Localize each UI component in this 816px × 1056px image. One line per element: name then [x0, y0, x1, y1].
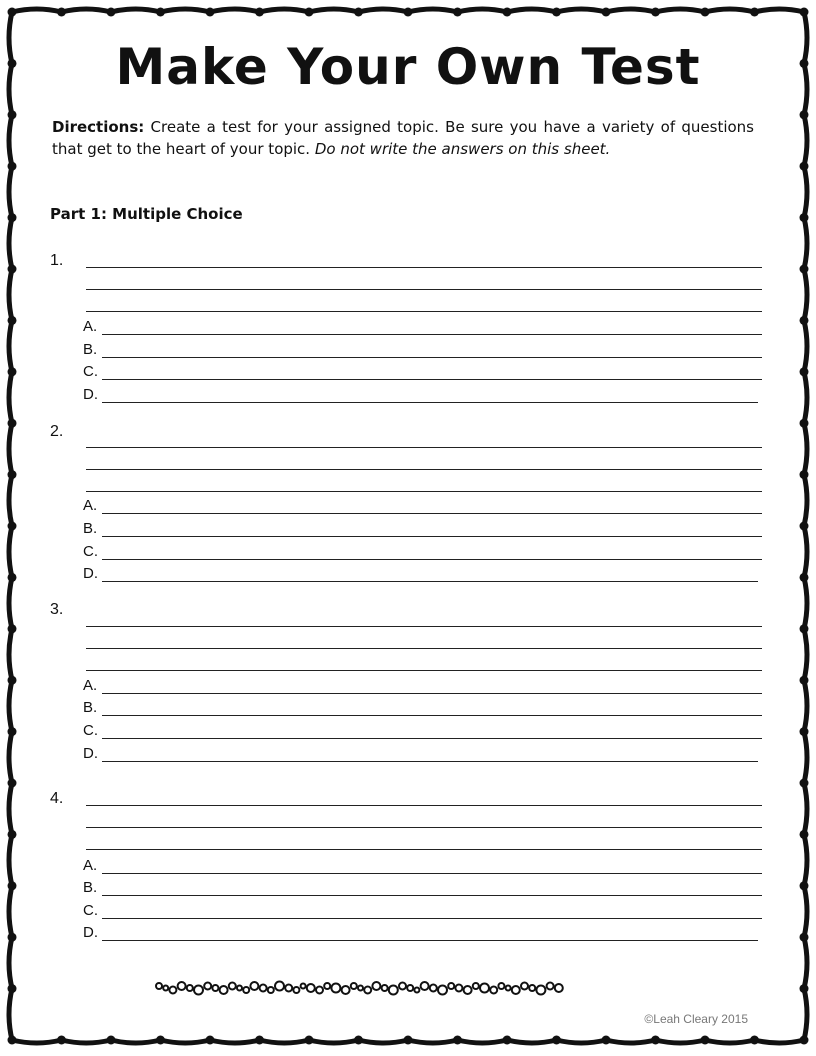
- divider-circle: [163, 986, 168, 991]
- option-label: D.: [83, 565, 98, 582]
- divider-circle: [498, 983, 504, 989]
- divider-circle: [455, 985, 462, 992]
- border-bead: [107, 1036, 116, 1045]
- border-bead: [8, 727, 17, 736]
- border-bead: [800, 162, 809, 171]
- divider-circle: [268, 987, 274, 993]
- directions-note: Do not write the answers on this sheet.: [314, 140, 611, 158]
- border-bead: [800, 470, 809, 479]
- divider-circle: [285, 985, 292, 992]
- option-line[interactable]: [102, 357, 762, 358]
- divider-circle: [260, 985, 267, 992]
- divider-circle: [316, 987, 323, 994]
- border-bead: [651, 1036, 660, 1045]
- divider-circle: [229, 983, 236, 990]
- border-bead: [800, 419, 809, 428]
- divider-circle: [204, 983, 211, 990]
- option-label: A.: [83, 857, 98, 874]
- option-label: A.: [83, 497, 98, 514]
- question-line[interactable]: [86, 827, 762, 828]
- border-bead: [354, 1036, 363, 1045]
- border-bead: [552, 1036, 561, 1045]
- divider-circle: [407, 985, 413, 991]
- border-bead: [800, 676, 809, 685]
- border-bead: [305, 8, 314, 17]
- divider-circle: [194, 986, 203, 995]
- border-bead: [8, 265, 17, 274]
- divider-circle: [480, 984, 489, 993]
- divider-circle: [331, 984, 340, 993]
- question-line[interactable]: [86, 849, 762, 850]
- option-line[interactable]: [102, 738, 762, 739]
- border-bead: [800, 881, 809, 890]
- option-label: A.: [83, 318, 98, 335]
- option-label: D.: [83, 924, 98, 941]
- divider-circle: [324, 983, 330, 989]
- question-line[interactable]: [86, 447, 762, 448]
- border-bead: [800, 933, 809, 942]
- divider-circle: [536, 986, 545, 995]
- border-bead: [8, 1036, 17, 1045]
- directions: [52, 116, 754, 160]
- border-bead: [800, 727, 809, 736]
- copyright-text: ©Leah Cleary 2015: [644, 1012, 748, 1026]
- border-bead: [800, 8, 809, 17]
- border-bead: [750, 1036, 759, 1045]
- border-bead: [800, 316, 809, 325]
- border-bead: [800, 110, 809, 119]
- border-bead: [8, 367, 17, 376]
- border-bead: [453, 8, 462, 17]
- option-line[interactable]: [102, 402, 758, 403]
- divider-circle: [512, 986, 520, 994]
- divider-circle: [212, 985, 218, 991]
- option-label: C.: [83, 363, 98, 380]
- question-number: 3.: [50, 601, 64, 618]
- border-bead: [8, 779, 17, 788]
- option-line[interactable]: [102, 918, 762, 919]
- option-line[interactable]: [102, 379, 762, 380]
- border-bead: [8, 470, 17, 479]
- question-number: 2.: [50, 423, 64, 440]
- border-bead: [57, 8, 66, 17]
- border-bead: [750, 8, 759, 17]
- question-line[interactable]: [86, 311, 762, 312]
- border-bead: [206, 8, 215, 17]
- option-line[interactable]: [102, 334, 762, 335]
- divider-circle: [464, 986, 472, 994]
- option-line[interactable]: [102, 513, 762, 514]
- option-line[interactable]: [102, 940, 758, 941]
- border-bead: [354, 8, 363, 17]
- divider-circle: [351, 983, 357, 989]
- divider-circle: [529, 985, 535, 991]
- border-bead: [156, 1036, 165, 1045]
- border-bead: [8, 316, 17, 325]
- divider-circle: [275, 982, 284, 991]
- border-bead: [701, 1036, 710, 1045]
- border-bead: [8, 933, 17, 942]
- border-bead: [800, 624, 809, 633]
- divider-circle: [555, 984, 563, 992]
- divider-circle: [342, 986, 350, 994]
- option-line[interactable]: [102, 693, 762, 694]
- divider-circle: [358, 986, 363, 991]
- divider-circle: [547, 983, 554, 990]
- border-bead: [800, 522, 809, 531]
- border-bead: [800, 213, 809, 222]
- question-line[interactable]: [86, 267, 762, 268]
- border-bead: [8, 110, 17, 119]
- option-line[interactable]: [102, 536, 762, 537]
- option-label: C.: [83, 722, 98, 739]
- option-label: B.: [83, 520, 98, 537]
- option-label: D.: [83, 386, 98, 403]
- border-bead: [255, 1036, 264, 1045]
- border-bead: [404, 1036, 413, 1045]
- border-bead: [800, 779, 809, 788]
- option-line[interactable]: [102, 559, 762, 560]
- border-bead: [8, 8, 17, 17]
- question-line[interactable]: [86, 805, 762, 806]
- divider-circle: [364, 987, 371, 994]
- border-bead: [800, 573, 809, 582]
- border-bead: [8, 522, 17, 531]
- option-line[interactable]: [102, 895, 762, 896]
- option-line[interactable]: [102, 715, 762, 716]
- divider-circle: [293, 987, 299, 993]
- divider-circle: [438, 986, 447, 995]
- question-number: 4.: [50, 790, 64, 807]
- divider-circle: [307, 984, 315, 992]
- divider-circle: [430, 985, 437, 992]
- border-bead: [800, 1036, 809, 1045]
- option-line[interactable]: [102, 873, 762, 874]
- question-line[interactable]: [86, 289, 762, 290]
- option-label: C.: [83, 543, 98, 560]
- border-bead: [800, 830, 809, 839]
- divider-circle: [156, 983, 162, 989]
- option-line[interactable]: [102, 581, 758, 582]
- divider-circle: [399, 983, 406, 990]
- border-bead: [8, 162, 17, 171]
- divider-circle: [178, 982, 186, 990]
- border-bead: [8, 419, 17, 428]
- border-bead: [156, 8, 165, 17]
- border-bead: [8, 676, 17, 685]
- divider-circle: [237, 986, 242, 991]
- divider-circle: [421, 982, 429, 990]
- question-line[interactable]: [86, 626, 762, 627]
- border-bead: [701, 8, 710, 17]
- directions-label: Directions:: [52, 118, 145, 136]
- divider-circle: [490, 987, 497, 994]
- divider-circle: [389, 986, 398, 995]
- border-bead: [552, 8, 561, 17]
- question-line[interactable]: [86, 491, 762, 492]
- divider-circle: [169, 987, 176, 994]
- question-number: 1.: [50, 252, 64, 269]
- page-title: Make Your Own Test: [115, 38, 701, 96]
- option-label: C.: [83, 902, 98, 919]
- divider-circle: [382, 985, 388, 991]
- directions-text: Create a test for your assigned topic. Be sure you have a variety of questions that get to the heart of your topic.: [52, 118, 754, 158]
- divider-circle: [448, 983, 454, 989]
- border-bead: [800, 984, 809, 993]
- border-bead: [255, 8, 264, 17]
- border-bead: [107, 8, 116, 17]
- divider-circle: [187, 985, 193, 991]
- option-label: B.: [83, 341, 98, 358]
- border-bead: [404, 8, 413, 17]
- option-line[interactable]: [102, 761, 758, 762]
- divider-circle: [220, 986, 228, 994]
- border-bead: [503, 1036, 512, 1045]
- border-bead: [602, 1036, 611, 1045]
- divider-circle: [506, 986, 511, 991]
- border-bead: [8, 624, 17, 633]
- border-bead: [8, 984, 17, 993]
- option-label: A.: [83, 677, 98, 694]
- border-bead: [453, 1036, 462, 1045]
- border-bead: [57, 1036, 66, 1045]
- border-bead: [8, 573, 17, 582]
- option-label: B.: [83, 879, 98, 896]
- option-label: B.: [83, 699, 98, 716]
- divider-circle: [301, 984, 306, 989]
- border-bead: [800, 265, 809, 274]
- divider-circle: [414, 988, 419, 993]
- border-bead: [503, 8, 512, 17]
- border-bead: [206, 1036, 215, 1045]
- divider-circle: [372, 982, 380, 990]
- divider-circle: [473, 983, 479, 989]
- divider-circle: [250, 982, 258, 990]
- option-label: D.: [83, 745, 98, 762]
- part-heading: Part 1: Multiple Choice: [50, 205, 243, 223]
- divider-circle: [243, 987, 249, 993]
- question-line[interactable]: [86, 648, 762, 649]
- border-bead: [800, 367, 809, 376]
- question-line[interactable]: [86, 469, 762, 470]
- decorative-circle-divider: [150, 976, 666, 1000]
- border-bead: [8, 213, 17, 222]
- border-bead: [651, 8, 660, 17]
- question-line[interactable]: [86, 670, 762, 671]
- border-bead: [8, 881, 17, 890]
- border-bead: [305, 1036, 314, 1045]
- divider-circle: [521, 983, 528, 990]
- border-bead: [8, 830, 17, 839]
- border-bead: [602, 8, 611, 17]
